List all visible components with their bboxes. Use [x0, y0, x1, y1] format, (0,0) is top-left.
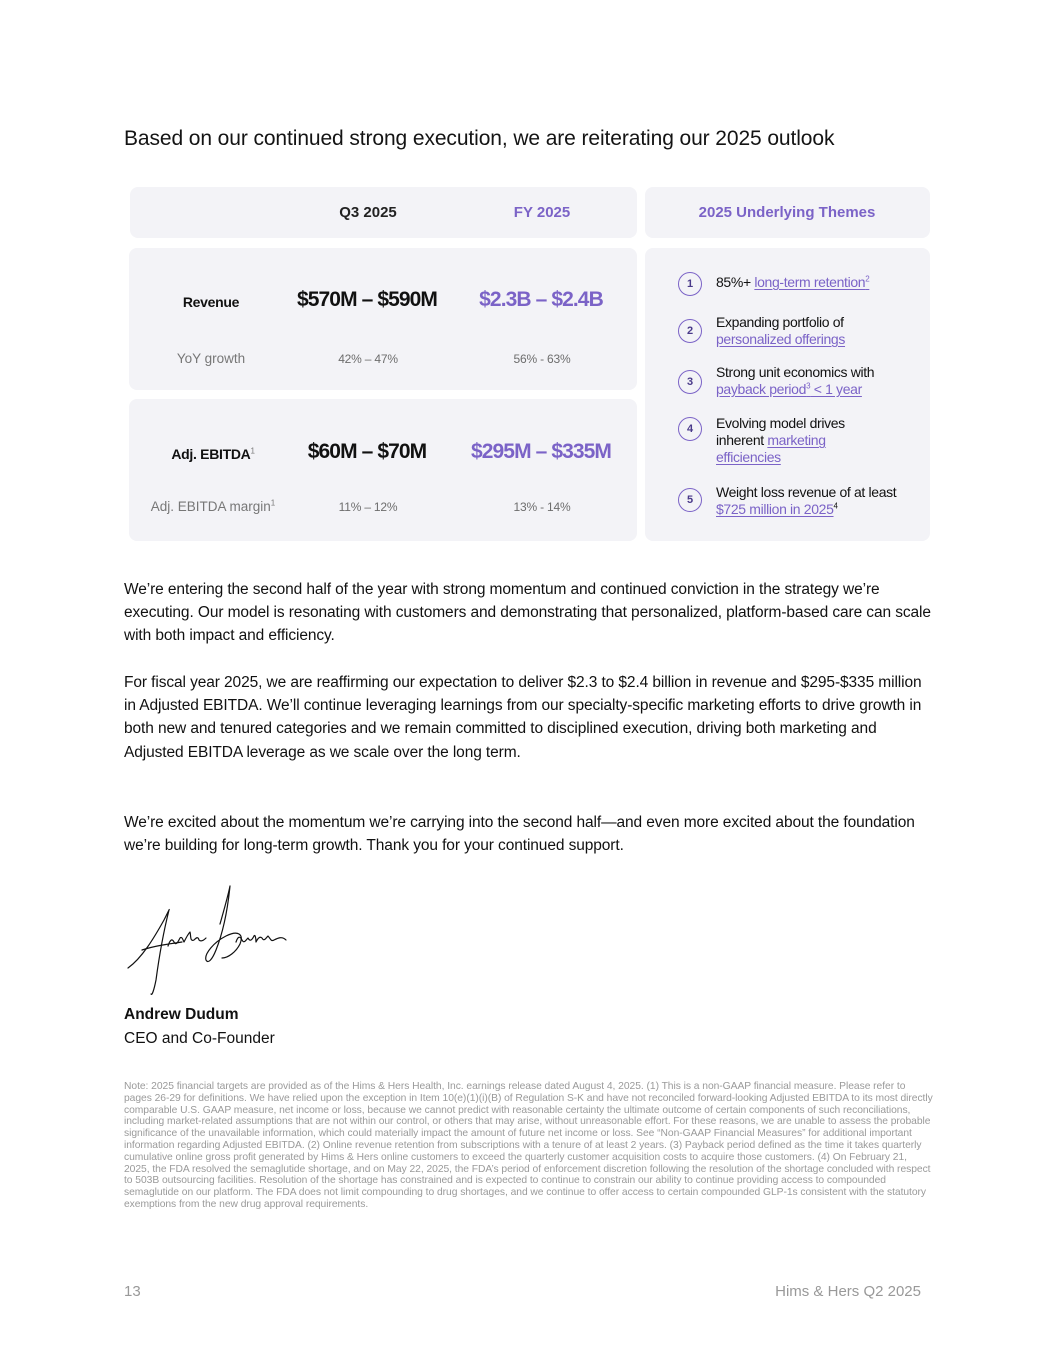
theme-text: Weight loss revenue of at least $725 million in 2025$^4$: [716, 484, 897, 517]
theme-text: Evolving model drives inherent marketing efficiencies: [716, 415, 845, 465]
themes-header: 2025 Underlying Themes: [698, 204, 876, 221]
signer-name: Andrew Dudum: [124, 1006, 239, 1023]
page-title: Based on our continued strong execution, we are reiterating our 2025 outlook: [124, 127, 835, 150]
theme-text: 85%+ long-term retention$^2$: [716, 274, 870, 290]
theme-link[interactable]: $725 million in 2025: [716, 501, 834, 517]
ebitda-margin-fy: 13% - 14%: [513, 500, 571, 514]
ebitda-label: Adj. EBITDA$^1$: [171, 446, 255, 462]
revenue-q3-value: $570M – $590M: [296, 288, 438, 311]
yoy-growth-q3: 42% – 47%: [338, 352, 398, 366]
theme-link[interactable]: marketing efficiencies: [716, 432, 826, 465]
page-footer-label: Hims & Hers Q2 2025: [775, 1283, 921, 1300]
ebitda-panel: [129, 399, 637, 541]
yoy-growth-fy: 56% - 63%: [513, 352, 571, 366]
footnote: Note: 2025 financial targets are provided as of the Hims & Hers Health, Inc. earnings release dated August 4, 2025. (1) This is a non-GAAP financial measure. Please refer to pages 26-29 for definitions. We have relied upon the exception in Item 10(e)(1)(i)(B) of Regulation S-K and have not reconciled forward-looking Adjusted EBITDA to its most directly comparable U.S. GAAP measure, net income or loss, because we cannot predict with reasonable certainty the ultimate outcome of certain components of such reconciliations, including market-related assumptions that are not within our control, or others that may arise, without unreasonable effort. For these reasons, we are unable to assess the probable significance of the unavailable information, which could materially impact the amount of future net income or loss. See “Non-GAAP Financial Measures” for additional important information regarding Adjusted EBITDA. (2) Online revenue retention from subscriptions with a tenure of at least 2 years. (3) Payback period defined as the time it takes quarterly cumulative online gross profit generated by Hims & Hers online customers to exceed the quarterly customer acquisition costs to acquire those customers. (4) On February 21, 2025, the FDA resolved the semaglutide shortage, and on May 22, 2025, the FDA’s period of enforcement discretion following the resolution of the shortage concluded with respect to 503B outsourcing facilities. Resolution of the shortage has constrained and is expected to continue to constrain our ability to continue providing access to compounded semaglutide on our platform. The FDA does not limit compounding to drug shortages, and we continue to offer access to certain compounded GLP-1s consistent with the statutory exemptions from the new drug approval requirements.: [124, 1081, 933, 1210]
yoy-growth-label: YoY growth: [176, 351, 246, 366]
signature-image: [124, 880, 294, 1000]
body-paragraph-2: For fiscal year 2025, we are reaffirming our expectation to deliver $2.3 to $2.4 billion in revenue and $295-$335 million in Adjusted EBITDA. We’ll continue leveraging learnings from our specialty-specific marketing efforts to drive growth in both new and tenured categories and we remain committed to disciplined execution, driving both marketing and Adjusted EBITDA leverage as we scale over the long term.: [124, 674, 922, 761]
theme-number-badge: 5: [678, 488, 702, 512]
revenue-fy-value: $2.3B – $2.4B: [479, 288, 603, 311]
theme-text: Strong unit economics with payback period$^3$ < 1 year: [716, 364, 875, 397]
signer-title: CEO and Co-Founder: [124, 1030, 275, 1047]
theme-number-badge: 4: [678, 417, 702, 441]
revenue-label: Revenue: [182, 294, 240, 310]
theme-link[interactable]: long-term retention$^2$: [754, 274, 870, 290]
theme-number-badge: 3: [678, 370, 702, 394]
ebitda-margin-label: Adj. EBITDA margin$^1$: [150, 498, 276, 514]
col-header-q3: Q3 2025: [339, 204, 397, 221]
ebitda-q3-value: $60M – $70M: [307, 440, 427, 463]
revenue-panel: [129, 248, 637, 390]
theme-link[interactable]: personalized offerings: [716, 331, 846, 347]
theme-number-badge: 1: [678, 272, 702, 296]
ebitda-fy-value: $295M – $335M: [470, 440, 612, 463]
theme-number-badge: 2: [678, 319, 702, 343]
body-paragraph-1: We’re entering the second half of the year with strong momentum and continued conviction in the strategy we’re executing. Our model is resonating with customers and demonstrating that personalized, platform-based care can scale with both impact and efficiency.: [124, 581, 931, 645]
col-header-fy: FY 2025: [513, 204, 571, 221]
page-number: 13: [124, 1283, 141, 1300]
body-paragraph-3: We’re excited about the momentum we’re carrying into the second half—and even more excited about the foundation we’re building for long-term growth. Thank you for your continued support.: [124, 814, 915, 855]
theme-link[interactable]: payback period$^3$ < 1 year: [716, 381, 862, 397]
theme-text: Expanding portfolio of personalized offerings: [716, 314, 846, 347]
ebitda-margin-q3: 11% – 12%: [338, 500, 398, 514]
